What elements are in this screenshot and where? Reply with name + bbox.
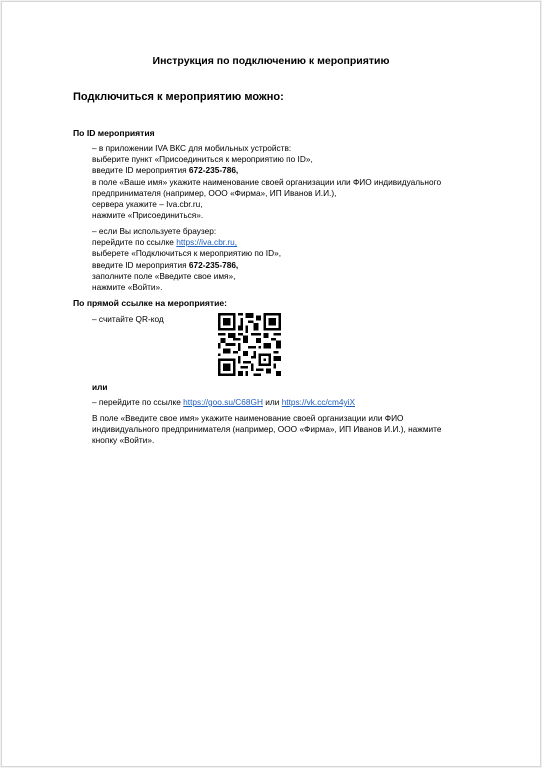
section-heading-by-id: По ID мероприятия [73,128,155,138]
mobile-line-1: – в приложении IVA ВКС для мобильных устройств: [92,143,292,153]
qr-finder-bottom-left [218,358,236,376]
page-title: Инструкция по подключению к мероприятию [152,55,390,67]
qr-finder-top-left [218,313,236,331]
browser-line-5: заполните поле «Введите свое имя», [92,270,236,281]
mobile-instructions [92,143,441,221]
or-label: или [92,382,108,392]
vk-cc-link[interactable]: https://vk.cc/cm4yiX [281,397,355,407]
browser-line-4 [92,260,281,271]
mobile-line-5: предпринимателя (например, ООО «Фирма», ИП Иванов И.И.), [92,187,337,198]
browser-event-id: 672-235-786, [188,259,239,270]
final-instructions [92,413,442,447]
browser-line-1: – если Вы используете браузер: [92,226,217,236]
qr-finder-bottom-right [258,353,271,366]
browser-link-prefix: перейдите по ссылке [92,237,177,248]
final-line-2: индивидуального предпринимателя (например, ООО «Фирма», ИП Иванов И.И.), нажмите [92,424,442,435]
section-heading-direct: По прямой ссылке на мероприятие: [73,298,228,308]
mobile-line-7: нажмите «Присоединиться». [92,210,204,221]
direct-links-prefix: – перейдите по ссылке [92,397,184,407]
document-page [1,1,541,767]
direct-links-or: или [262,397,282,407]
qr-finder-top-right [263,313,281,331]
page-subtitle: Подключиться к мероприятию можно: [73,91,284,103]
qr-instruction: – считайте QR-код [92,314,164,324]
iva-link[interactable]: https://iva.cbr.ru, [176,237,238,248]
browser-instructions [92,226,281,293]
mobile-line-6: сервера укажите – Iva.cbr.ru, [92,199,203,210]
browser-line-3: выберете «Подключиться к мероприятию по ID», [92,248,282,259]
mobile-line-4: в поле «Ваше имя» укажите наименование своей организации или ФИО индивидуального [92,176,442,187]
browser-id-prefix: введите ID мероприятия [92,259,189,270]
final-line-3: кнопку «Войти». [92,435,155,446]
goo-su-link[interactable]: https://goo.su/C68GH [183,397,263,407]
browser-line-2 [92,237,281,248]
direct-links-line [92,397,355,408]
mobile-line-2: выберите пункт «Присоединиться к мероприятию по ID», [92,154,313,165]
qr-code-icon [218,313,281,376]
final-line-1: В поле «Введите свое имя» укажите наименование своей организации или ФИО [92,413,404,423]
browser-line-6: нажмите «Войти». [92,282,163,293]
mobile-event-id: 672-235-786, [188,165,239,176]
mobile-line-3 [92,165,441,176]
mobile-id-prefix: введите ID мероприятия [92,165,189,176]
